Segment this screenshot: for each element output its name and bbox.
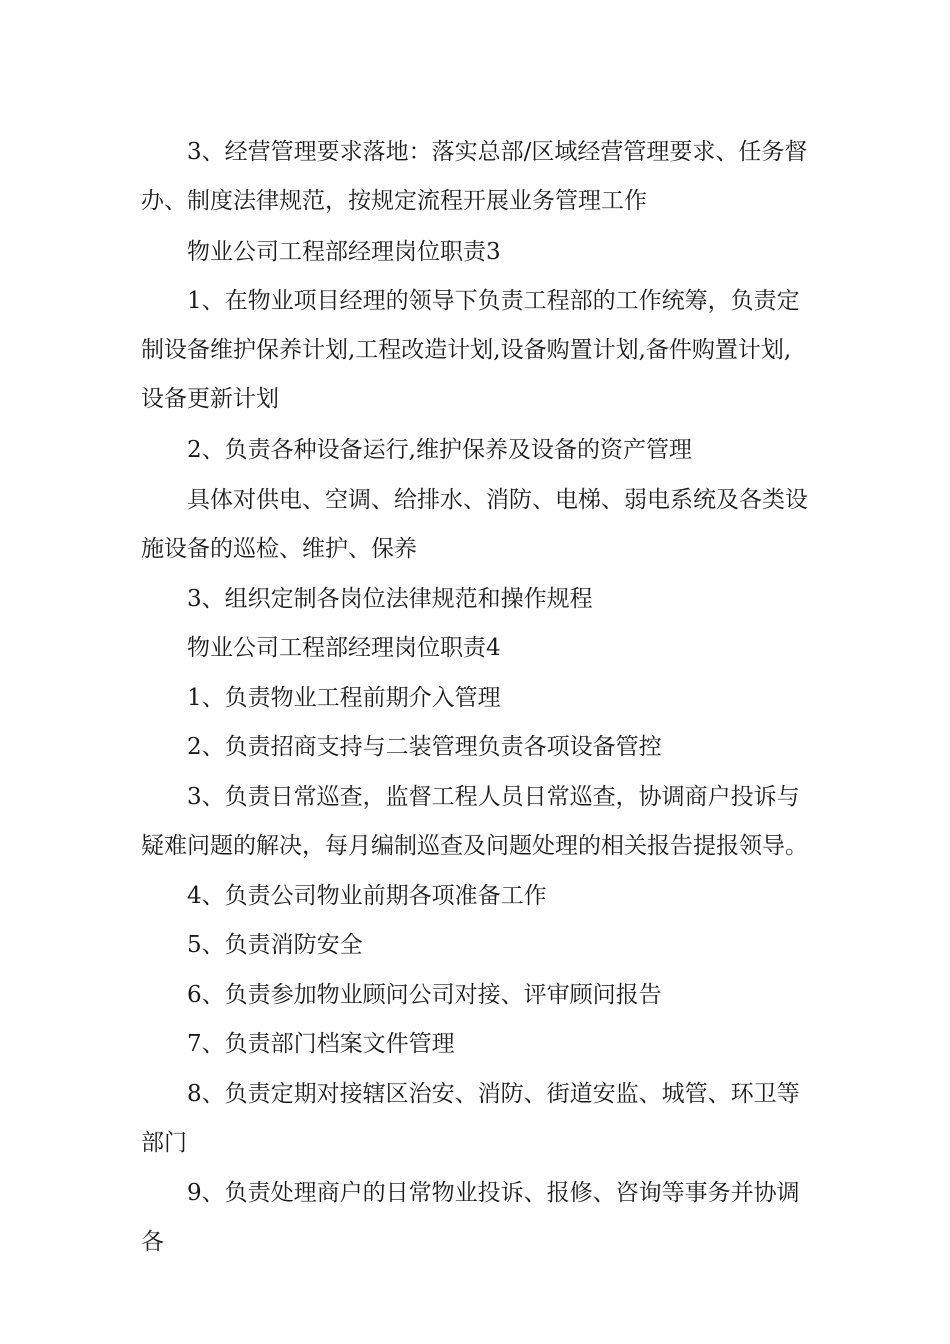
paragraph-duty-3-3: 3、组织定制各岗位法律规范和操作规程 — [187, 586, 593, 612]
paragraph-duty-4-8: 8、负责定期对接辖区治安、消防、街道安监、城管、环卫等部门 — [141, 1081, 800, 1156]
paragraph-duty-4-9: 9、负责处理商户的日常物业投诉、报修、咨询等事务并协调各 — [141, 1180, 800, 1255]
paragraph-duty-4-5: 5、负责消防安全 — [187, 932, 363, 958]
paragraph-duty-4-7: 7、负责部门档案文件管理 — [187, 1031, 455, 1057]
heading-duties-3: 物业公司工程部经理岗位职责3 — [187, 239, 501, 265]
paragraph-duty-4-4: 4、负责公司物业前期各项准备工作 — [187, 883, 547, 909]
paragraph-duty-4-2: 2、负责招商支持与二装管理负责各项设备管控 — [187, 734, 662, 760]
paragraph-duty-3-detail: 具体对供电、空调、给排水、消防、电梯、弱电系统及各类设施设备的巡检、维护、保养 — [141, 487, 808, 562]
paragraph-duty-3-2: 2、负责各种设备运行,维护保养及设备的资产管理 — [187, 437, 692, 463]
paragraph-duty-4-3: 3、负责日常巡查，监督工程人员日常巡查，协调商户投诉与疑难问题的解决，每月编制巡查及问题处理的相关报告提报领导。 — [141, 784, 808, 859]
paragraph-duty-4-6: 6、负责参加物业顾问公司对接、评审顾问报告 — [187, 982, 662, 1008]
paragraph-business-management: 3、经营管理要求落地：落实总部/区域经营管理要求、任务督办、制度法律规范，按规定流程开展业务管理工作 — [141, 139, 808, 214]
paragraph-duty-4-1: 1、负责物业工程前期介入管理 — [187, 685, 501, 711]
paragraph-duty-3-1: 1、在物业项目经理的领导下负责工程部的工作统筹，负责定制设备维护保养计划,工程改造计划,设备购置计划,备件购置计划,设备更新计划 — [141, 288, 800, 412]
heading-duties-4: 物业公司工程部经理岗位职责4 — [187, 635, 501, 661]
